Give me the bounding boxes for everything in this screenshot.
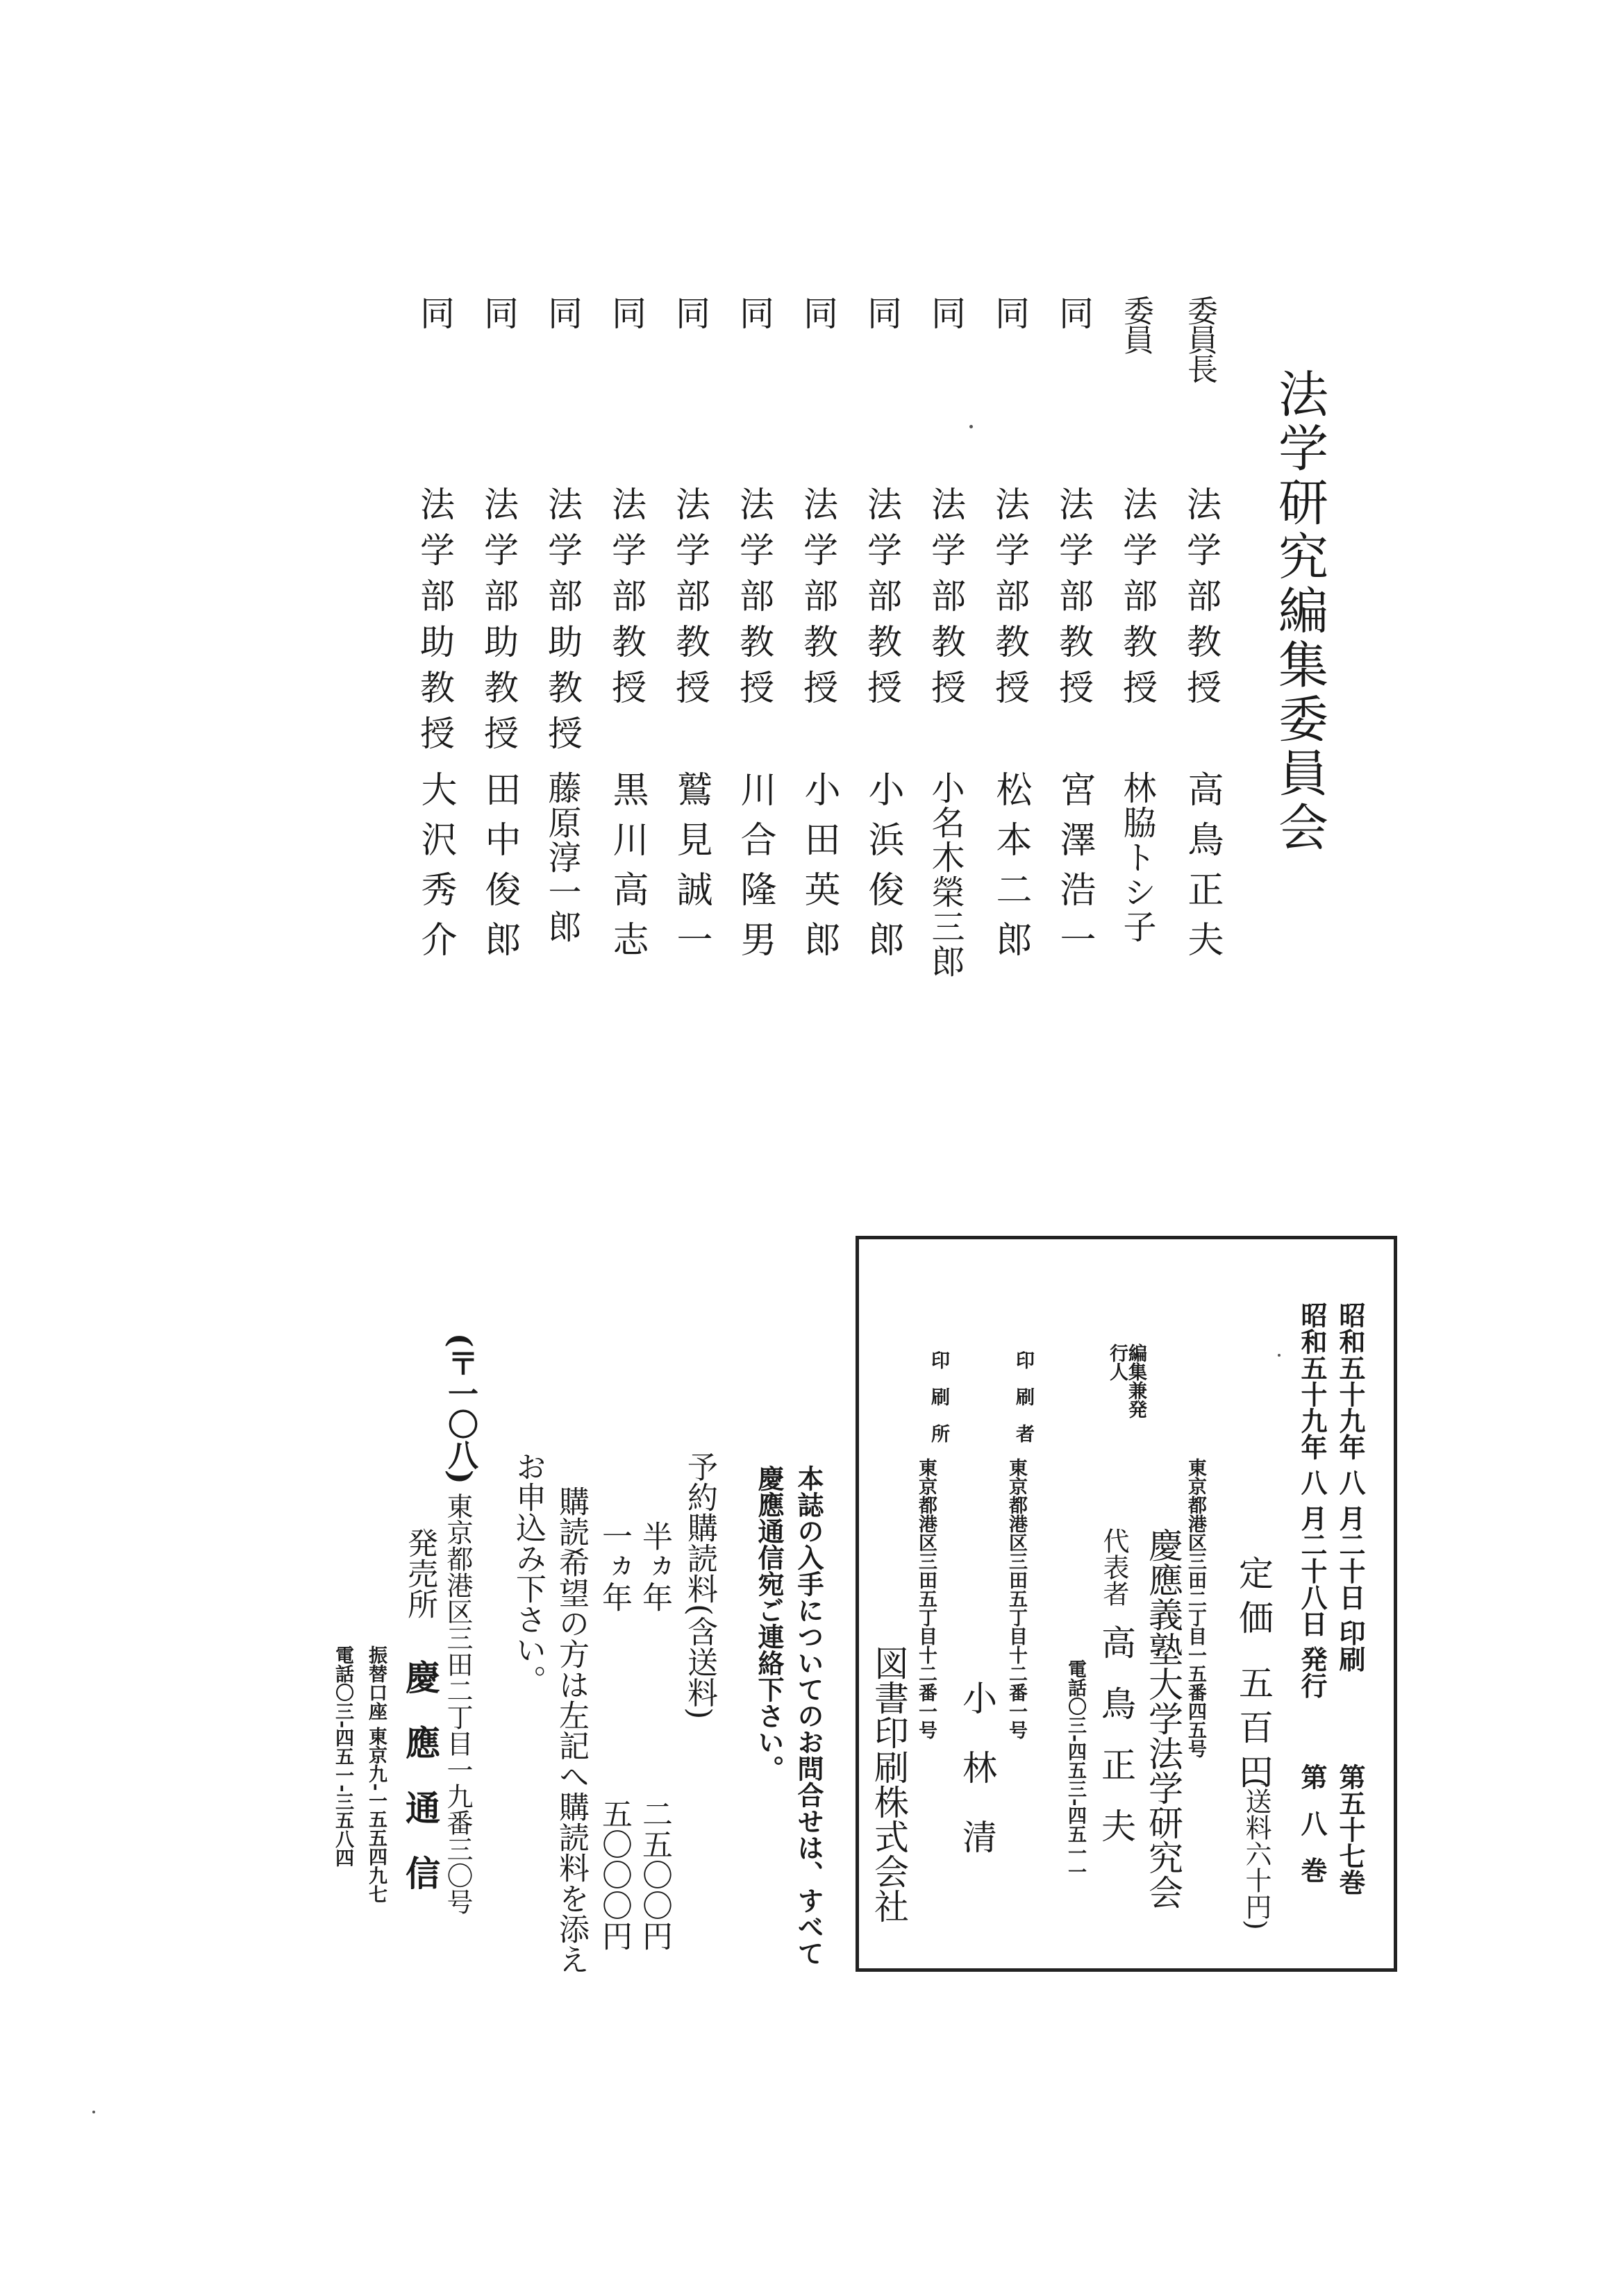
member-role: 同: [606, 295, 647, 330]
member-name: 鷲見誠一: [670, 771, 712, 971]
scan-speck: [1278, 1354, 1281, 1357]
editor-label: 編集兼発行人: [1106, 1343, 1146, 1418]
member-name: 宮澤浩一: [1053, 771, 1095, 971]
member-department: 法学部教授: [926, 486, 966, 715]
member-name: 大沢秀介: [415, 771, 456, 971]
member-department: 法学部助教授: [415, 486, 455, 761]
seller-label: 発売所: [402, 1527, 437, 1619]
member-role: 同: [478, 295, 519, 330]
scan-speck: [92, 2111, 95, 2113]
member-department: 法学部教授: [1181, 486, 1221, 715]
member-role: 同: [415, 295, 455, 330]
publisher-address: 東京都港区三田二丁目一五番四五号: [1185, 1458, 1206, 1758]
account-number: 振替口座 東京九-一五五四九七: [365, 1645, 387, 1904]
member-department: 法学部教授: [1053, 486, 1094, 715]
committee-title: 法学研究編集委員会: [1270, 368, 1328, 855]
half-year-price: 二五〇〇円: [637, 1798, 672, 1951]
volume-label: 第五十七巻: [1335, 1763, 1366, 1895]
member-role: 同: [670, 295, 710, 330]
member-department: 法学部教授: [670, 486, 710, 715]
member-name: 川合隆男: [734, 771, 776, 971]
member-name: 小名木榮三郎: [926, 771, 965, 979]
representative-label: 代表者: [1099, 1527, 1129, 1607]
notice-line-2: 慶應通信宛ご連絡下さい。: [753, 1465, 785, 1782]
full-year-price: 五〇〇〇円: [597, 1798, 632, 1951]
postal-code: (〒一〇八): [442, 1333, 478, 1484]
member-department: 法学部教授: [798, 486, 838, 715]
publisher-name: 慶應義塾大学法学研究会: [1143, 1527, 1183, 1909]
full-year-label: 一ヵ年: [597, 1520, 632, 1612]
publish-date: 昭和五十九年 八 月二十八日 発行: [1296, 1302, 1328, 1699]
seller-address: 東京都港区三田二丁目一九番三〇号: [442, 1493, 473, 1915]
member-role: 同: [1053, 295, 1094, 330]
member-role: 同: [798, 295, 838, 330]
seller-phone: 電話〇三-四五一-三五八四: [332, 1645, 353, 1868]
member-department: 法学部教授: [1117, 486, 1158, 715]
member-role: 同: [862, 295, 902, 330]
representative-name: 高鳥正夫: [1096, 1625, 1136, 1869]
scan-speck: [969, 425, 973, 428]
print-shop-address: 東京都港区三田五丁目十二番一号: [915, 1458, 937, 1739]
member-department: 法学部助教授: [478, 486, 519, 761]
subscription-heading: 予約購読料(含送料): [682, 1451, 717, 1720]
print-shop-label: 印刷所: [928, 1350, 949, 1461]
member-name: 松本二郎: [990, 771, 1031, 971]
print-date: 昭和五十九年 八 月二十日 印刷: [1335, 1302, 1366, 1673]
printer-address: 東京都港区三田五丁目十二番一号: [1006, 1458, 1027, 1739]
member-name: 藤原淳一郎: [542, 771, 581, 944]
member-department: 法学部教授: [734, 486, 774, 715]
member-name: 田中俊郎: [478, 771, 520, 971]
member-name: 黒川高志: [606, 771, 648, 971]
postage: (送料六十円): [1241, 1777, 1271, 1930]
issue-label: 第 八 巻: [1296, 1763, 1328, 1889]
publisher-phone: 電話〇三-四五三-四五一一: [1065, 1659, 1086, 1882]
seller-name: 慶應通信: [400, 1659, 441, 1920]
member-role: 委員長: [1182, 295, 1217, 383]
member-role: 委員: [1118, 295, 1153, 353]
price: 定価 五百円: [1233, 1555, 1274, 1798]
member-role: 同: [990, 295, 1030, 330]
member-name: 小田英郎: [798, 771, 840, 971]
half-year-label: 半ヵ年: [637, 1520, 672, 1612]
printer-label: 印刷者: [1012, 1350, 1034, 1461]
print-shop-name: 図書印刷株式会社: [869, 1645, 909, 1923]
printer-name: 小林清: [957, 1680, 997, 1888]
member-name: 林脇トシ子: [1117, 771, 1156, 944]
member-name: 高鳥正夫: [1181, 771, 1223, 971]
member-role: 同: [542, 295, 583, 330]
member-department: 法学部教授: [606, 486, 647, 715]
subscription-instruction-2: お申込み下さい。: [510, 1451, 546, 1695]
member-department: 法学部教授: [990, 486, 1030, 715]
member-department: 法学部助教授: [542, 486, 583, 761]
member-role: 同: [734, 295, 774, 330]
notice-line-1: 本誌の入手についてのお問合せは、すべて: [793, 1465, 824, 1966]
member-department: 法学部教授: [862, 486, 902, 715]
member-role: 同: [926, 295, 966, 330]
subscription-instruction-1: 購読希望の方は左記へ購読料を添え: [553, 1486, 589, 1975]
member-name: 小浜俊郎: [862, 771, 903, 971]
